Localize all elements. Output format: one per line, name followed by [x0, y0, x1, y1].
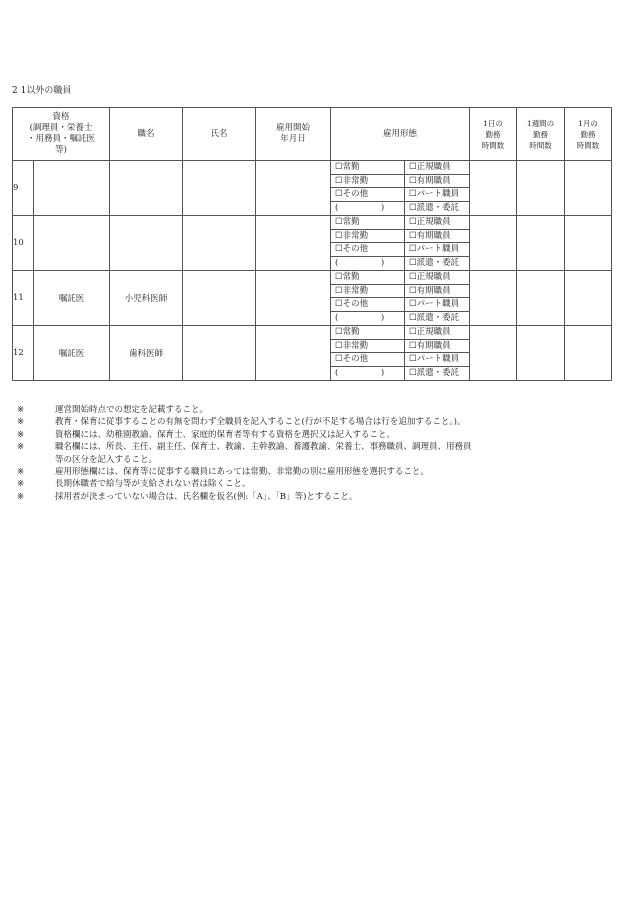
employment-option-checkbox[interactable]: ☐パート職員	[405, 243, 469, 257]
employment-type-cell	[331, 326, 470, 381]
employment-option-checkbox[interactable]: ☐派遣・委託	[409, 202, 460, 213]
employment-option-checkbox[interactable]: ☐その他	[331, 353, 405, 367]
header-daily-hours: 1日の 勤務 時間数	[470, 108, 517, 161]
employment-option-checkbox[interactable]: ☐正規職員	[405, 326, 469, 340]
daily-hours-cell[interactable]	[470, 326, 517, 381]
employment-option-checkbox[interactable]: ☐非常勤	[331, 340, 405, 354]
note-item	[12, 441, 612, 466]
job-title-cell[interactable]	[110, 216, 183, 271]
table-row	[13, 271, 612, 326]
note-item	[12, 478, 612, 490]
row-number: 12	[13, 326, 34, 381]
note-text: 職名欄には、所長、主任、副主任、保育士、教諭、主幹教諭、養護教諭、栄養士、事務職員、調理員、用務員 等の区分を記入すること。	[55, 442, 472, 465]
employment-option-checkbox[interactable]: ☐正規職員	[405, 216, 469, 230]
employment-option-checkbox[interactable]: ☐非常勤	[331, 175, 405, 189]
table-row	[13, 216, 612, 271]
note-mark: ※	[17, 479, 25, 490]
weekly-hours-cell[interactable]	[517, 271, 565, 326]
employment-option-checkbox[interactable]: ☐非常勤	[331, 285, 405, 299]
daily-hours-cell[interactable]	[470, 161, 517, 216]
employment-option-checkbox[interactable]: ☐有期職員	[405, 340, 469, 354]
table-header-row	[13, 108, 612, 161]
note-mark: ※	[17, 405, 25, 415]
weekly-hours-cell[interactable]	[517, 161, 565, 216]
table-row	[13, 161, 612, 216]
staff-table	[12, 107, 612, 381]
qualification-cell[interactable]: 嘱託医	[34, 271, 110, 326]
weekly-hours-cell[interactable]	[517, 216, 565, 271]
name-cell[interactable]	[183, 326, 256, 381]
employment-option-checkbox[interactable]: ☐その他	[331, 298, 405, 312]
monthly-hours-cell[interactable]	[565, 271, 612, 326]
employment-option-checkbox[interactable]: ☐非常勤	[331, 230, 405, 244]
name-cell[interactable]	[183, 271, 256, 326]
note-text: 資格欄には、幼稚園教諭、保育士、家庭的保育者等有する資格を選択又は記入すること。	[55, 429, 396, 440]
note-item	[12, 404, 612, 416]
employment-option-checkbox[interactable]: ☐常勤	[331, 326, 405, 340]
daily-hours-cell[interactable]	[470, 271, 517, 326]
notes-list	[12, 404, 612, 503]
weekly-hours-cell[interactable]	[517, 326, 565, 381]
employment-option-checkbox[interactable]: ☐常勤	[331, 271, 405, 285]
header-name: 氏名	[183, 108, 256, 161]
job-title-cell[interactable]	[110, 161, 183, 216]
name-cell[interactable]	[183, 161, 256, 216]
note-text: 教育・保育に従事することの有無を問わず全職員を記入すること(行が不足する場合は行を追加すること。)。	[55, 417, 466, 428]
table-row	[13, 326, 612, 381]
employment-option-checkbox[interactable]: ( )	[331, 367, 405, 381]
employment-option-checkbox[interactable]: ( )	[331, 202, 405, 216]
note-text: 長期休職者で給与等が支給されない者は除くこと。	[55, 479, 251, 490]
employment-options	[331, 161, 469, 215]
note-item	[12, 491, 612, 503]
note-mark: ※	[17, 429, 25, 440]
note-item	[12, 429, 612, 441]
note-item	[12, 416, 612, 428]
note-mark: ※	[17, 467, 25, 478]
note-mark: ※	[17, 442, 25, 453]
qualification-cell[interactable]	[34, 161, 110, 216]
header-employment-type: 雇用形態	[331, 108, 470, 161]
header-qualification: 資格 (調理員・栄養士 ・用務員・嘱託医 等)	[13, 108, 110, 161]
employment-option-checkbox[interactable]: ☐その他	[331, 188, 405, 202]
employment-options	[331, 326, 469, 380]
qualification-cell[interactable]	[34, 216, 110, 271]
row-number: 10	[13, 216, 34, 271]
employment-option-checkbox[interactable]: ☐パート職員	[405, 353, 469, 367]
employment-option-checkbox[interactable]: ☐パート職員	[405, 188, 469, 202]
employment-options	[331, 216, 469, 270]
row-number: 9	[13, 161, 34, 216]
monthly-hours-cell[interactable]	[565, 216, 612, 271]
start-date-cell[interactable]	[256, 271, 331, 326]
employment-option-checkbox[interactable]: ( )	[331, 257, 405, 271]
note-item	[12, 466, 612, 478]
employment-option-checkbox[interactable]: ☐有期職員	[405, 285, 469, 299]
employment-option-checkbox[interactable]: ☐派遣・委託	[409, 257, 460, 268]
note-mark: ※	[17, 417, 25, 428]
header-job-title: 職名	[110, 108, 183, 161]
job-title-cell[interactable]: 歯科医師	[110, 326, 183, 381]
note-mark: ※	[17, 491, 25, 502]
employment-option-checkbox[interactable]: ☐正規職員	[405, 271, 469, 285]
employment-option-checkbox[interactable]: ☐有期職員	[405, 230, 469, 244]
employment-option-checkbox[interactable]: ( )	[331, 312, 405, 326]
header-weekly-hours: 1週間の 勤務 時間数	[517, 108, 565, 161]
employment-option-checkbox[interactable]: ☐派遣・委託	[409, 312, 460, 323]
employment-option-checkbox[interactable]: ☐有期職員	[405, 175, 469, 189]
employment-option-checkbox[interactable]: ☐正規職員	[405, 161, 469, 175]
employment-option-checkbox[interactable]: ☐派遣・委託	[409, 367, 460, 378]
note-text: 運営開始時点での想定を記載すること。	[55, 405, 209, 415]
note-text: 雇用形態欄には、保育等に従事する職員にあっては常勤、非常勤の別に雇用形態を選択すること。	[55, 467, 429, 478]
daily-hours-cell[interactable]	[470, 216, 517, 271]
employment-option-checkbox[interactable]: ☐その他	[331, 243, 405, 257]
employment-type-cell	[331, 161, 470, 216]
row-number: 11	[13, 271, 34, 326]
monthly-hours-cell[interactable]	[565, 161, 612, 216]
employment-type-cell	[331, 271, 470, 326]
employment-option-checkbox[interactable]: ☐常勤	[331, 161, 405, 175]
note-text: 採用者が決まっていない場合は、氏名欄を仮名(例:「A」、「B」等)とすること。	[55, 491, 358, 502]
qualification-cell[interactable]: 嘱託医	[34, 326, 110, 381]
employment-type-cell	[331, 216, 470, 271]
name-cell[interactable]	[183, 216, 256, 271]
employment-options	[331, 271, 469, 325]
start-date-cell[interactable]	[256, 216, 331, 271]
start-date-cell[interactable]	[256, 326, 331, 381]
header-start-date: 雇用開始 年月日	[256, 108, 331, 161]
employment-option-checkbox[interactable]: ☐常勤	[331, 216, 405, 230]
start-date-cell[interactable]	[256, 161, 331, 216]
monthly-hours-cell[interactable]	[565, 326, 612, 381]
header-monthly-hours: 1月の 勤務 時間数	[565, 108, 612, 161]
job-title-cell[interactable]: 小児科医師	[110, 271, 183, 326]
section-title: 2 1以外の職員	[12, 86, 72, 96]
employment-option-checkbox[interactable]: ☐パート職員	[405, 298, 469, 312]
